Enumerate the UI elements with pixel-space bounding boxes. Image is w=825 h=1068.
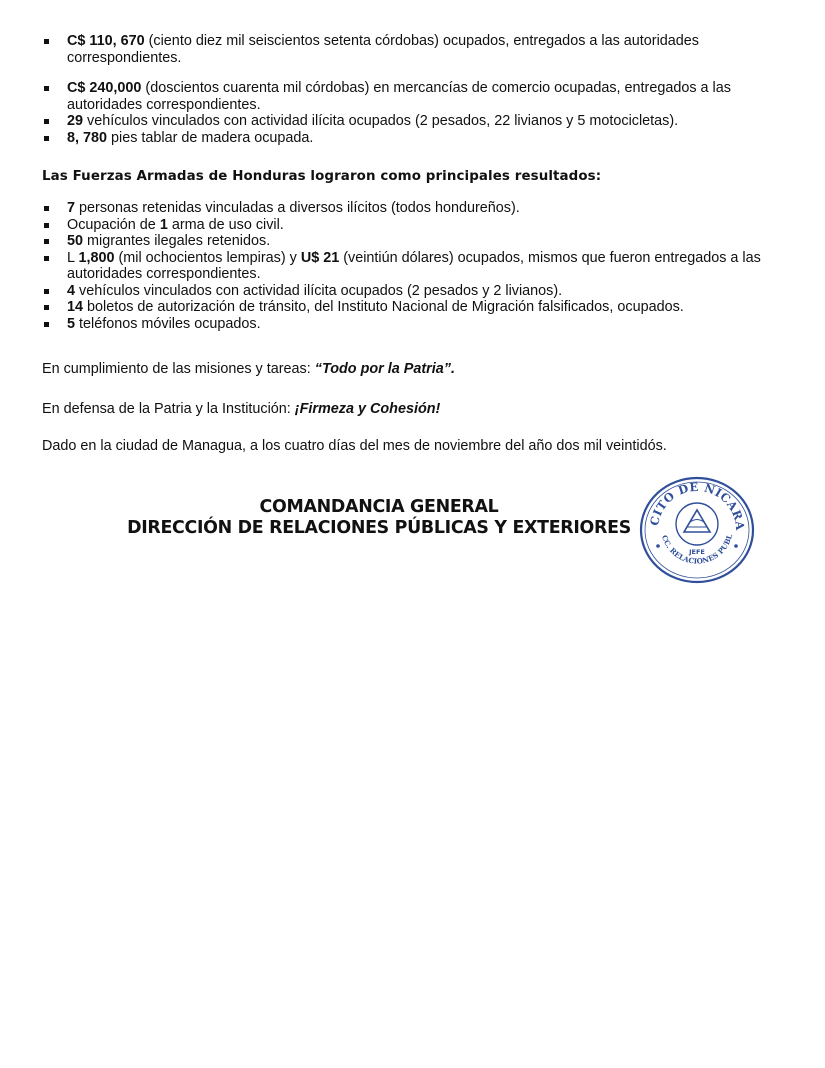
list-item [42,130,790,147]
item-amount: 4 [67,282,76,299]
motto-paragraph-1 [42,361,455,378]
results-list-nicaragua [42,33,790,146]
list-item [42,113,790,130]
item-amount: 7 [67,200,76,216]
bullet-icon [44,86,49,91]
item-text: migrantes ilegales retenidos. [83,233,271,249]
bullet-icon [44,206,49,211]
section-heading: Las Fuerzas Armadas de Honduras lograron como principales resultados: [42,169,602,184]
item-amount: 8, 780 [67,129,108,146]
official-seal [638,474,756,584]
bullet-icon [44,239,49,244]
motto-intro: En defensa de la Patria y la Institución: [42,401,295,417]
seal-top-text: CITO DE NICARA [647,479,748,532]
motto-slogan: ¡Firmeza y Cohesión! [294,401,441,417]
bullet-icon [44,305,49,310]
bullet-icon [44,322,49,327]
item-text: personas retenidas vinculadas a diversos ilícitos (todos hondureños). [75,200,520,216]
bullet-icon [44,289,49,294]
item-prefix: Ocupación de [67,216,160,233]
list-item [42,200,790,217]
item-amount: C$ 110, 670 [67,33,145,49]
item-amount: 14 [67,299,84,315]
list-item [42,33,790,66]
item-amount: 1 [159,216,168,233]
seal-bottom-text: CC. RELACIONES PUBL [660,533,735,566]
bullet-icon [44,39,49,44]
bullet-icon [44,256,49,261]
list-item [42,299,790,316]
item-text: vehículos vinculados con actividad ilícita ocupados (2 pesados y 2 livianos). [75,282,563,299]
item-text: boletos de autorización de tránsito, del Instituto Nacional de Migración falsificados, ocupados. [83,299,684,315]
results-list-honduras [42,200,790,332]
seal-triangle-icon [684,510,710,532]
list-item [42,80,790,113]
list-item [42,283,790,300]
item-text: arma de uso civil. [167,216,284,233]
list-item [42,250,790,283]
item-text: teléfonos móviles ocupados. [75,315,261,332]
item-text: (ciento diez mil seiscientos setenta córdobas) ocupados, entregados a las autoridades correspondientes. [67,33,699,66]
bullet-icon [44,136,49,141]
list-item [42,316,790,333]
item-amount: 1,800 [78,249,115,266]
item-amount: 50 [67,233,84,249]
item-amount-2: U$ 21 [300,249,340,266]
date-paragraph: Dado en la ciudad de Managua, a los cuatro días del mes de noviembre del año dos mil veintidós. [42,438,667,454]
bullet-icon [44,223,49,228]
signature-line-2: DIRECCIÓN DE RELACIONES PÚBLICAS Y EXTERIORES [127,518,631,538]
item-amount: 5 [67,315,76,332]
signature-line-1: COMANDANCIA GENERAL [259,497,499,517]
motto-intro: En cumplimiento de las misiones y tareas: [42,361,315,377]
bullet-icon [44,119,49,124]
motto-slogan: “Todo por la Patria”. [314,361,455,377]
seal-center-text: JEFE [689,548,705,556]
seal-graphic [638,474,756,584]
item-text: (veintiún dólares) ocupados, mismos que fueron entregados a las autoridades correspondientes. [67,249,761,282]
list-item [42,217,790,234]
list-item [42,233,790,250]
motto-paragraph-2 [42,401,440,418]
item-text: pies tablar de madera ocupada. [107,129,314,146]
item-amount: 29 [67,113,84,129]
item-text: (doscientos cuarenta mil córdobas) en mercancías de comercio ocupadas, entregados a las autoridades correspondientes. [67,80,731,113]
item-text: vehículos vinculados con actividad ilícita ocupados (2 pesados, 22 livianos y 5 motocicletas). [83,113,679,129]
item-prefix: L [67,249,79,266]
item-amount: C$ 240,000 [67,80,142,96]
item-mid: (mil ochocientos lempiras) y [114,249,301,266]
